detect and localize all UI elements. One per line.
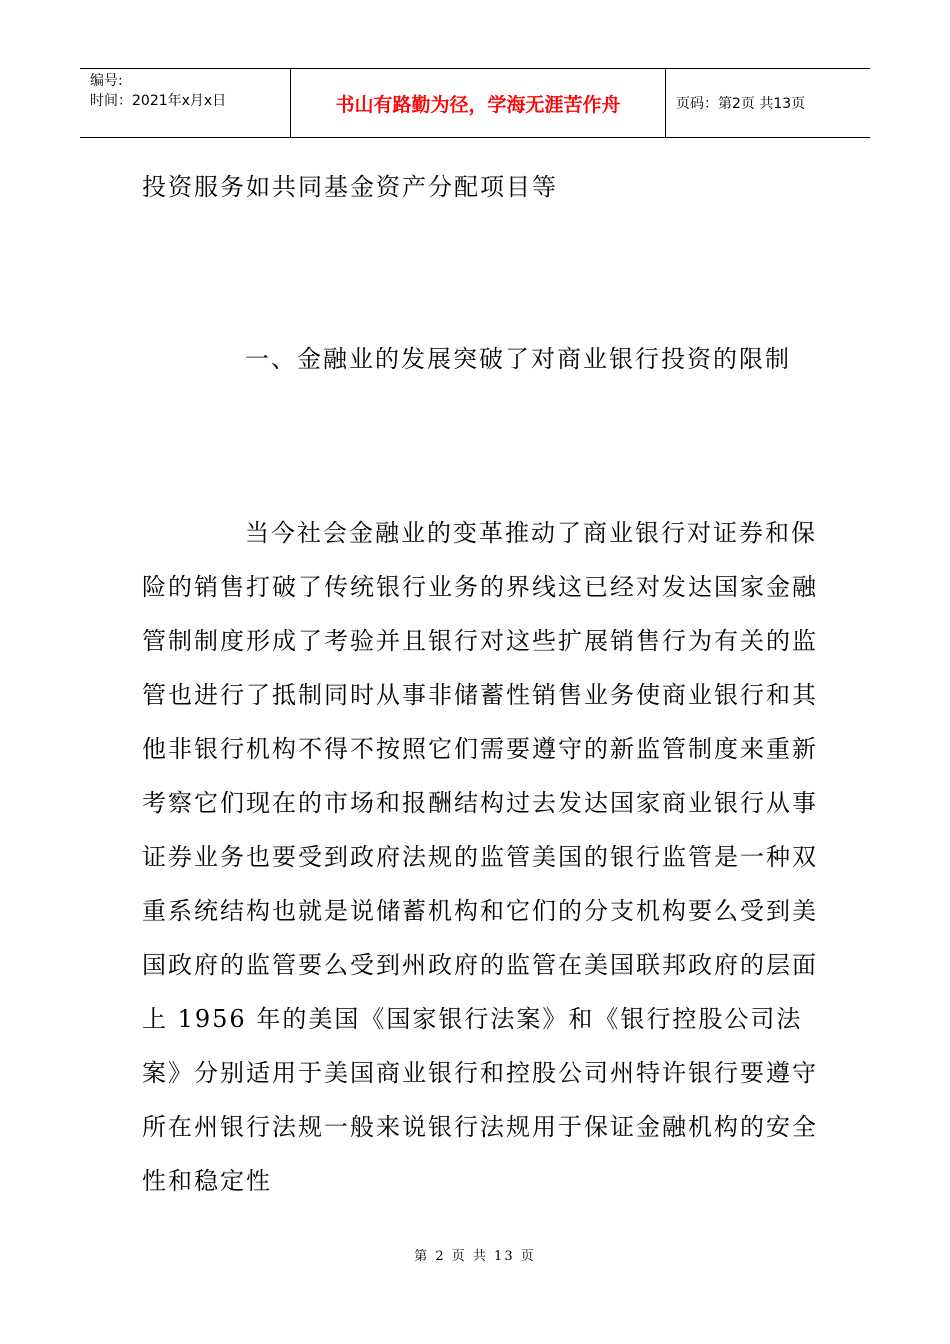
paragraph-line: 所在州银行法规一般来说银行法规用于保证金融机构的安全 — [142, 1113, 818, 1141]
paragraph-line: 管制制度形成了考验并且银行对这些扩展销售行为有关的监 — [142, 627, 818, 655]
paragraph-line: 案》分别适用于美国商业银行和控股公司州特许银行要遵守 — [142, 1059, 818, 1087]
paragraph-line: 性和稳定性 — [142, 1167, 272, 1195]
paragraph-line: 险的销售打破了传统银行业务的界线这已经对发达国家金融 — [142, 573, 818, 601]
paragraph-line: 国政府的监管要么受到州政府的监管在美国联邦政府的层面 — [142, 951, 818, 979]
header-page-info: 页码：第2页 共13页 — [676, 96, 806, 112]
section-heading: 一、金融业的发展突破了对商业银行投资的限制 — [245, 345, 791, 373]
paragraph-line: 重系统结构也就是说储蓄机构和它们的分支机构要么受到美 — [142, 897, 818, 925]
document-date: 时间：2021年x月x日 — [90, 93, 227, 109]
header-motto: 书山有路勤为径，学海无涯苦作舟 — [290, 69, 666, 137]
page-footer: 第 2 页 共 13 页 — [414, 1249, 536, 1264]
paragraph-line: 管也进行了抵制同时从事非储蓄性销售业务使商业银行和其 — [142, 681, 818, 709]
page-header — [80, 68, 870, 138]
paragraph-line: 当今社会金融业的变革推动了商业银行对证券和保 — [245, 519, 817, 547]
paragraph-line: 考察它们现在的市场和报酬结构过去发达国家商业银行从事 — [142, 789, 818, 817]
document-number-label: 编号: — [90, 73, 123, 89]
paragraph-line: 上 1956 年的美国《国家银行法案》和《银行控股公司法 — [142, 1005, 803, 1033]
paragraph-line: 他非银行机构不得不按照它们需要遵守的新监管制度来重新 — [142, 735, 818, 763]
header-meta — [80, 69, 290, 137]
paragraph-line: 证券业务也要受到政府法规的监管美国的银行监管是一种双 — [142, 843, 818, 871]
intro-line: 投资服务如共同基金资产分配项目等 — [142, 173, 558, 201]
